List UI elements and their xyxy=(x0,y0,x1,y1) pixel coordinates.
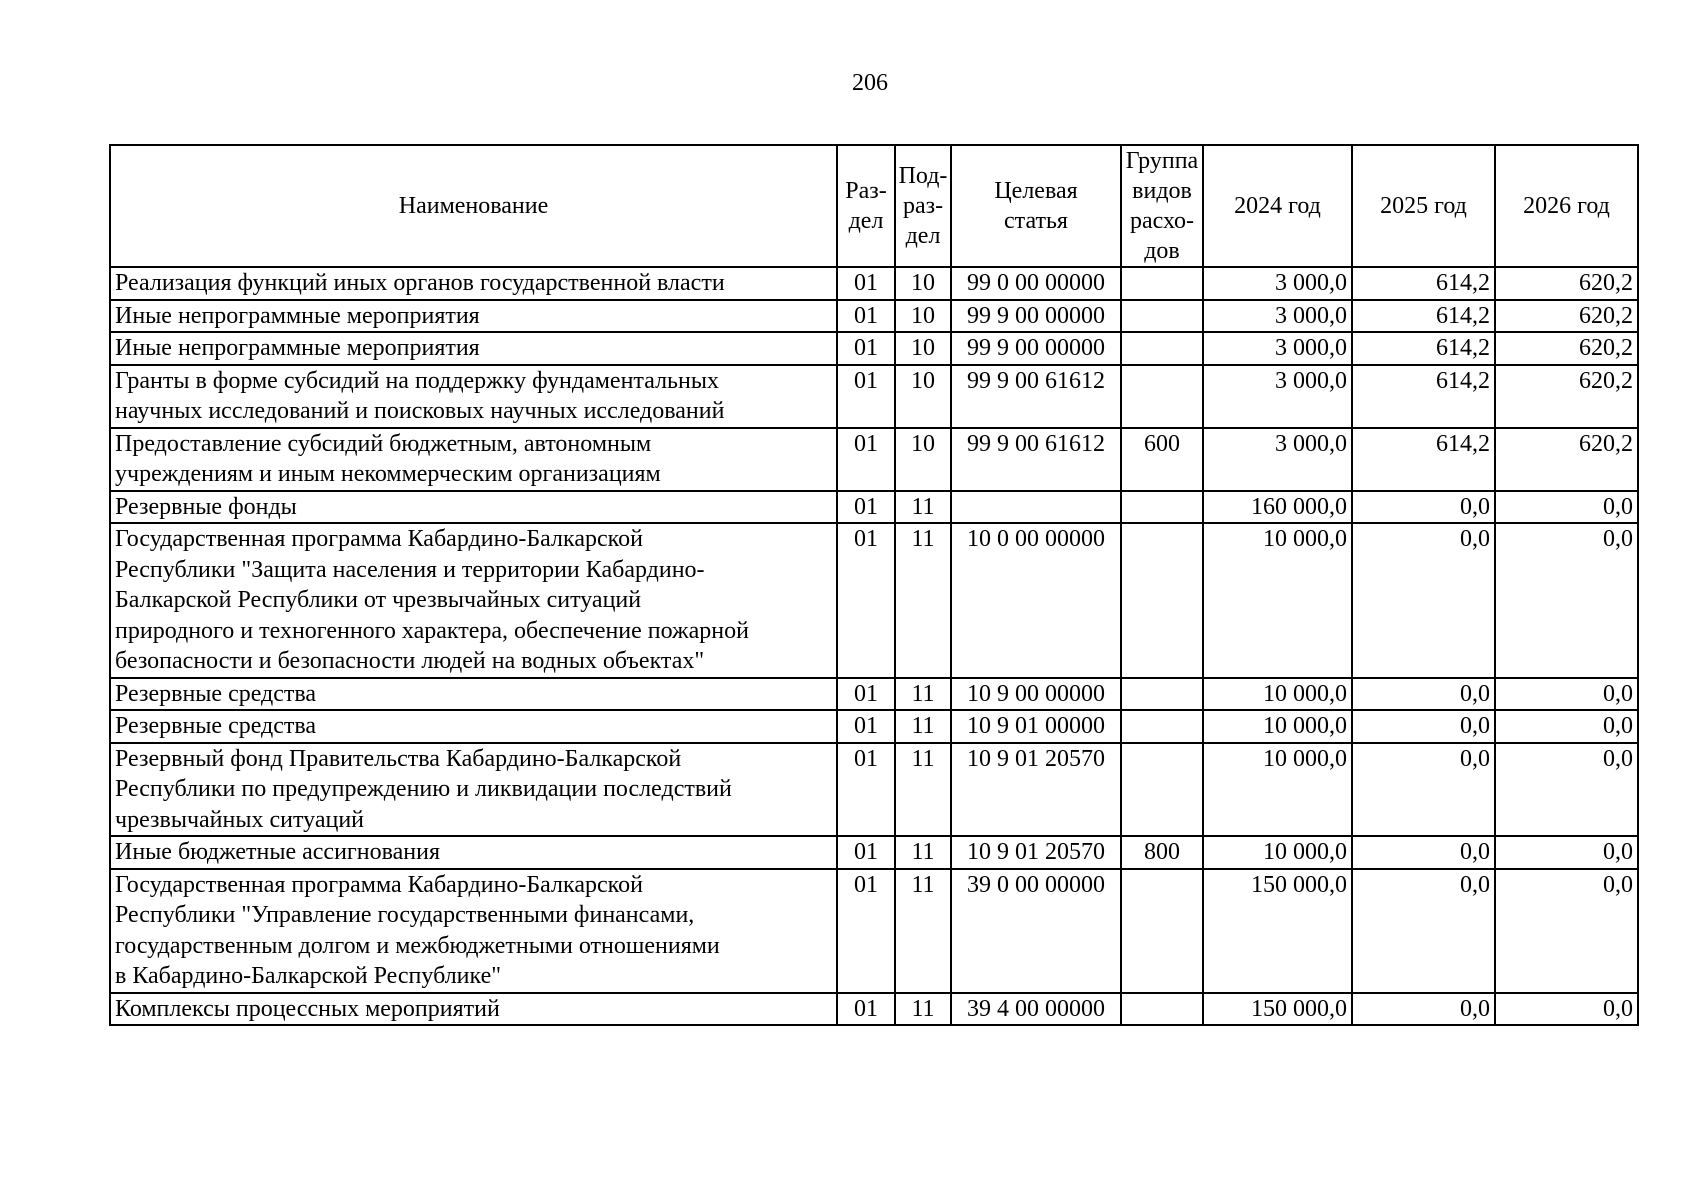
row-podrazdel: 11 xyxy=(895,743,951,837)
row-2024: 10 000,0 xyxy=(1203,743,1352,837)
row-2026: 0,0 xyxy=(1495,836,1638,869)
table-row xyxy=(110,678,1638,711)
row-podrazdel: 10 xyxy=(895,332,951,365)
row-2026: 0,0 xyxy=(1495,678,1638,711)
row-group xyxy=(1121,523,1203,678)
header-name: Наименование xyxy=(110,145,837,267)
table-row xyxy=(110,743,1638,837)
table-row xyxy=(110,491,1638,524)
row-razdel: 01 xyxy=(837,743,895,837)
row-group xyxy=(1121,743,1203,837)
row-group xyxy=(1121,993,1203,1026)
row-2026: 0,0 xyxy=(1495,743,1638,837)
row-2024: 150 000,0 xyxy=(1203,993,1352,1026)
row-target: 99 9 00 61612 xyxy=(951,428,1121,491)
row-2026: 0,0 xyxy=(1495,491,1638,524)
row-2025: 614,2 xyxy=(1352,300,1495,333)
row-2025: 614,2 xyxy=(1352,267,1495,300)
row-razdel: 01 xyxy=(837,836,895,869)
row-target: 99 9 00 00000 xyxy=(951,332,1121,365)
row-razdel: 01 xyxy=(837,993,895,1026)
header-2026: 2026 год xyxy=(1495,145,1638,267)
row-group xyxy=(1121,491,1203,524)
row-2025: 0,0 xyxy=(1352,710,1495,743)
row-name: Резервные средства xyxy=(110,710,837,743)
header-2025: 2025 год xyxy=(1352,145,1495,267)
row-razdel: 01 xyxy=(837,710,895,743)
table-row xyxy=(110,710,1638,743)
row-2026: 0,0 xyxy=(1495,993,1638,1026)
row-razdel: 01 xyxy=(837,678,895,711)
row-podrazdel: 10 xyxy=(895,428,951,491)
row-name: Резервный фонд Правительства Кабардино-Балкарской Республики по предупреждению и ликвидации последствий чрезвычайных ситуаций xyxy=(110,743,837,837)
row-group: 600 xyxy=(1121,428,1203,491)
table-row xyxy=(110,365,1638,428)
row-target: 99 9 00 00000 xyxy=(951,300,1121,333)
row-2025: 0,0 xyxy=(1352,491,1495,524)
row-target: 10 9 01 20570 xyxy=(951,836,1121,869)
row-2026: 0,0 xyxy=(1495,523,1638,678)
row-2025: 0,0 xyxy=(1352,743,1495,837)
row-podrazdel: 11 xyxy=(895,710,951,743)
row-2024: 10 000,0 xyxy=(1203,523,1352,678)
row-razdel: 01 xyxy=(837,869,895,993)
row-group: 800 xyxy=(1121,836,1203,869)
row-target: 10 9 01 00000 xyxy=(951,710,1121,743)
row-podrazdel: 10 xyxy=(895,300,951,333)
row-2024: 160 000,0 xyxy=(1203,491,1352,524)
row-podrazdel: 10 xyxy=(895,365,951,428)
row-name: Предоставление субсидий бюджетным, автономным учреждениям и иным некоммерческим организациям xyxy=(110,428,837,491)
row-group xyxy=(1121,869,1203,993)
table-row xyxy=(110,523,1638,678)
row-name: Иные бюджетные ассигнования xyxy=(110,836,837,869)
table-row xyxy=(110,836,1638,869)
row-2024: 3 000,0 xyxy=(1203,267,1352,300)
row-target: 10 9 01 20570 xyxy=(951,743,1121,837)
row-2024: 3 000,0 xyxy=(1203,300,1352,333)
row-2024: 3 000,0 xyxy=(1203,332,1352,365)
row-2025: 0,0 xyxy=(1352,678,1495,711)
row-2026: 620,2 xyxy=(1495,365,1638,428)
row-2024: 10 000,0 xyxy=(1203,836,1352,869)
row-2026: 620,2 xyxy=(1495,428,1638,491)
row-name: Государственная программа Кабардино-Балкарской Республики "Защита населения и территории Кабардино- Балкарской Республики от чрезвычайных ситуаций природного и техногенного характера, обеспечение пожарной безопасности и безопасности людей на водных объектах" xyxy=(110,523,837,678)
row-razdel: 01 xyxy=(837,428,895,491)
page-number: 206 xyxy=(852,70,888,96)
table-row xyxy=(110,993,1638,1026)
row-2024: 3 000,0 xyxy=(1203,428,1352,491)
header-podrazdel: Под- раз- дел xyxy=(895,145,951,267)
row-name: Резервные фонды xyxy=(110,491,837,524)
row-group xyxy=(1121,332,1203,365)
row-2025: 614,2 xyxy=(1352,365,1495,428)
row-podrazdel: 10 xyxy=(895,267,951,300)
row-2026: 620,2 xyxy=(1495,300,1638,333)
row-razdel: 01 xyxy=(837,491,895,524)
header-target-article: Целевая статья xyxy=(951,145,1121,267)
row-podrazdel: 11 xyxy=(895,993,951,1026)
row-razdel: 01 xyxy=(837,523,895,678)
row-name: Комплексы процессных мероприятий xyxy=(110,993,837,1026)
row-name: Иные непрограммные мероприятия xyxy=(110,300,837,333)
row-name: Гранты в форме субсидий на поддержку фундаментальных научных исследований и поисковых научных исследований xyxy=(110,365,837,428)
row-2025: 0,0 xyxy=(1352,993,1495,1026)
row-razdel: 01 xyxy=(837,332,895,365)
row-group xyxy=(1121,710,1203,743)
row-target: 10 9 00 00000 xyxy=(951,678,1121,711)
row-razdel: 01 xyxy=(837,300,895,333)
row-name: Реализация функций иных органов государственной власти xyxy=(110,267,837,300)
row-name: Резервные средства xyxy=(110,678,837,711)
row-target: 39 0 00 00000 xyxy=(951,869,1121,993)
row-target: 99 0 00 00000 xyxy=(951,267,1121,300)
row-2026: 0,0 xyxy=(1495,710,1638,743)
table-row xyxy=(110,267,1638,300)
row-2024: 10 000,0 xyxy=(1203,678,1352,711)
row-group xyxy=(1121,678,1203,711)
row-razdel: 01 xyxy=(837,365,895,428)
row-target: 39 4 00 00000 xyxy=(951,993,1121,1026)
row-razdel: 01 xyxy=(837,267,895,300)
row-2025: 0,0 xyxy=(1352,869,1495,993)
row-target: 10 0 00 00000 xyxy=(951,523,1121,678)
row-2026: 620,2 xyxy=(1495,332,1638,365)
row-group xyxy=(1121,300,1203,333)
row-2026: 620,2 xyxy=(1495,267,1638,300)
row-name: Иные непрограммные мероприятия xyxy=(110,332,837,365)
row-podrazdel: 11 xyxy=(895,836,951,869)
budget-table xyxy=(109,144,1639,1026)
row-group xyxy=(1121,365,1203,428)
row-podrazdel: 11 xyxy=(895,869,951,993)
row-podrazdel: 11 xyxy=(895,491,951,524)
header-razdel: Раз- дел xyxy=(837,145,895,267)
table-row xyxy=(110,869,1638,993)
row-2024: 150 000,0 xyxy=(1203,869,1352,993)
header-2024: 2024 год xyxy=(1203,145,1352,267)
row-2024: 10 000,0 xyxy=(1203,710,1352,743)
row-target: 99 9 00 61612 xyxy=(951,365,1121,428)
table-row xyxy=(110,332,1638,365)
table-row xyxy=(110,300,1638,333)
row-podrazdel: 11 xyxy=(895,523,951,678)
header-expense-group: Группа видов расхо- дов xyxy=(1121,145,1203,267)
row-group xyxy=(1121,267,1203,300)
table-row xyxy=(110,428,1638,491)
row-2025: 614,2 xyxy=(1352,332,1495,365)
row-2025: 0,0 xyxy=(1352,523,1495,678)
row-podrazdel: 11 xyxy=(895,678,951,711)
row-2025: 0,0 xyxy=(1352,836,1495,869)
table-header-row xyxy=(110,145,1638,267)
row-2024: 3 000,0 xyxy=(1203,365,1352,428)
row-2025: 614,2 xyxy=(1352,428,1495,491)
row-2026: 0,0 xyxy=(1495,869,1638,993)
row-target xyxy=(951,491,1121,524)
row-name: Государственная программа Кабардино-Балкарской Республики "Управление государственными финансами, государственным долгом и межбюджетными отношениями в Кабардино-Балкарской Республике" xyxy=(110,869,837,993)
